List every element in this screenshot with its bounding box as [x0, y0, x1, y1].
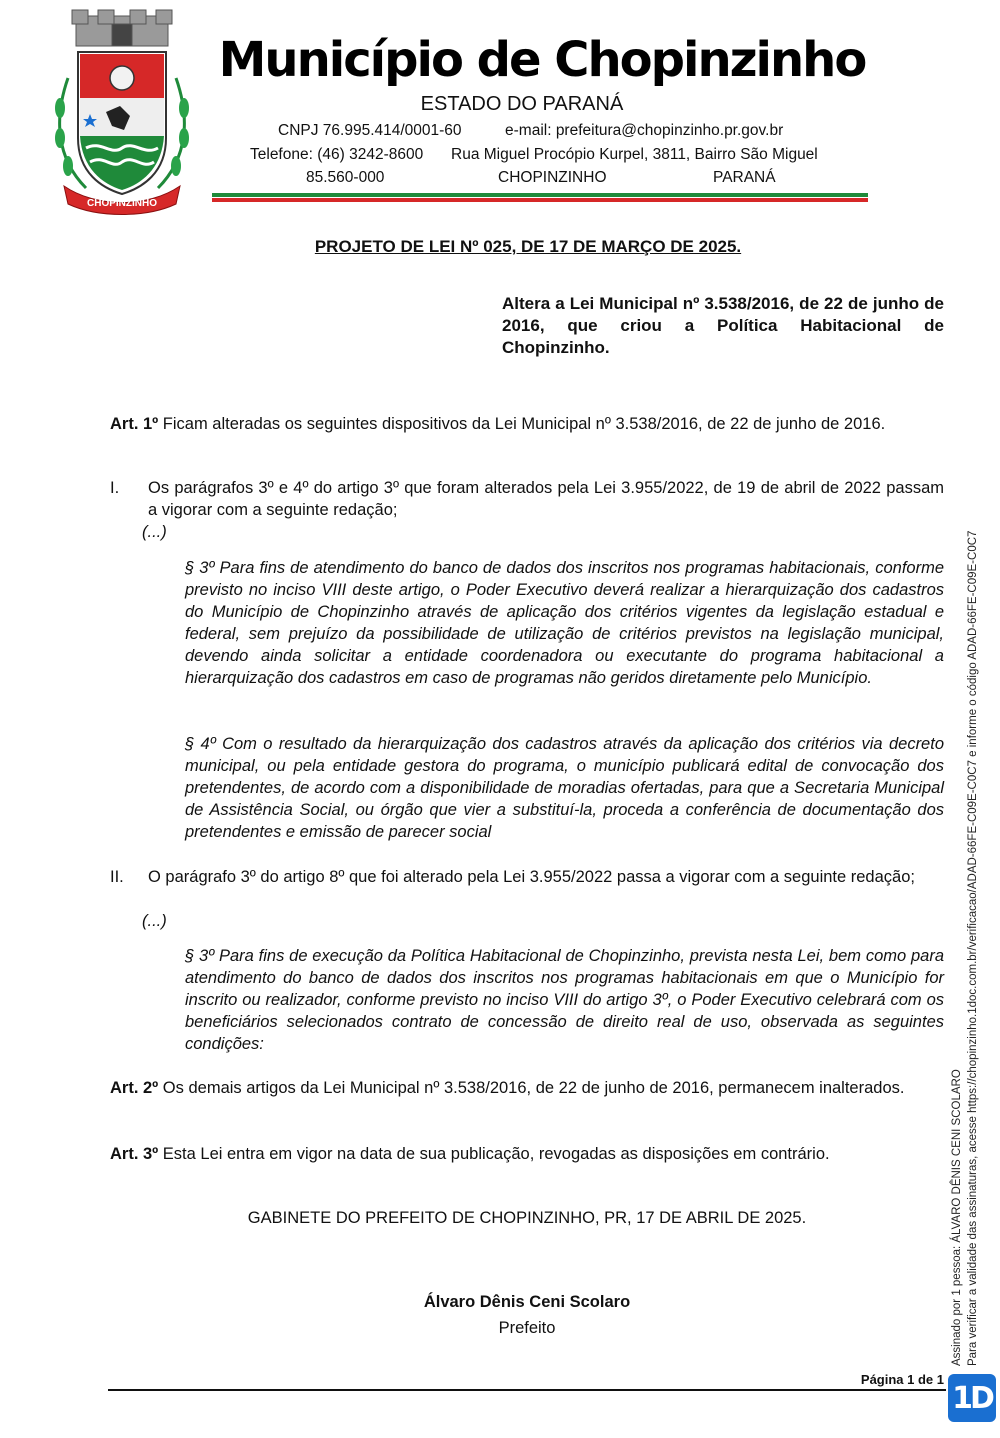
municipality-name: Município de Chopinzinho: [218, 32, 866, 88]
municipal-coat-of-arms: [46, 8, 198, 218]
signer-name: Álvaro Dênis Ceni Scolaro: [423, 1293, 631, 1311]
article-2-label: Art. 2º: [110, 1079, 159, 1097]
cnpj: CNPJ 76.995.414/0001-60: [278, 122, 462, 139]
article-1: [110, 413, 944, 435]
footer-rule: [108, 1389, 946, 1391]
article-3: [110, 1143, 944, 1165]
ementa: Altera a Lei Municipal nº 3.538/2016, de 22 de junho de 2016, que criou a Política Habitacional de Chopinzinho.: [502, 294, 944, 357]
item-2-text: O parágrafo 3º do artigo 8º que foi alterado pela Lei 3.955/2022 passa a vigorar com a seguinte redação;: [148, 868, 915, 886]
article-2-text: Os demais artigos da Lei Municipal nº 3.538/2016, de 22 de junho de 2016, permanecem inalterados.: [162, 1079, 905, 1097]
document-title: PROJETO DE LEI Nº 025, DE 17 DE MARÇO DE 2025.: [314, 237, 742, 256]
ellipsis-2: (...): [142, 912, 167, 930]
signer-role: Prefeito: [498, 1319, 556, 1337]
paragraph-3-article-8: § 3º Para fins de execução da Política Habitacional de Chopinzinho, prevista nesta Lei, bem como para atendimento do banco de dados dos inscritos nos programas habitacionais em que o Município for inscrito ou realizador, conforme previsto no inciso VIII do artigo 3º, o Poder Executivo celebrará com os beneficiários selecionados contrato de concessão de direito real de uso, observada as seguintes condições:: [185, 947, 944, 1053]
paragraph-3-article-3: § 3º Para fins de atendimento do banco de dados dos inscritos nos programas habitacionais, conforme previsto no inciso VIII deste artigo, o Poder Executivo deverá realizar a hierarquização dos cadastros do Município de Chopinzinho através de aplicação dos critérios vigentes da legislação estadual e federal, sem prejuízo da possibilidade de utilização de critérios previstos na legislação municipal, devendo ainda solicitar a entidade coordenadora ou executante do programa habitacional a hierarquização dos cadastros em caso de programas não geridos diretamente pelo Município.: [185, 559, 944, 687]
address: Rua Miguel Procópio Kurpel, 3811, Bairro São Miguel: [451, 146, 818, 163]
item-1-number: I.: [110, 479, 120, 497]
article-1-text: Ficam alteradas os seguintes dispositivos da Lei Municipal nº 3.538/2016, de 22 de junho de 2016.: [162, 415, 886, 433]
paragraph-4-article-3: § 4º Com o resultado da hierarquização dos cadastros através da aplicação dos critérios via decreto municipal, ou pela entidade gestora do programa, o município publicará edital de convocação dos pretendentes, de acordo com a disponibilidade de moradias ofertadas, para que a Secretaria Municipal de Assistência Social, ou órgão que vier a substituí-la, proceda a conferência de documentação dos pretendentes e emissão de parecer social: [185, 735, 944, 841]
cep: 85.560-000: [306, 169, 385, 186]
item-2-number: II.: [110, 868, 124, 886]
1doc-logo-badge: 1D: [948, 1374, 996, 1422]
article-3-text: Esta Lei entra em vigor na data de sua publicação, revogadas as disposições em contrário.: [162, 1145, 830, 1163]
state-name: ESTADO DO PARANÁ: [420, 93, 624, 115]
item-1-text: Os parágrafos 3º e 4º do artigo 3º que foram alterados pela Lei 3.955/2022, de 19 de abril de 2022 passam a vigorar com a seguinte redação;: [148, 479, 944, 519]
city: CHOPINZINHO: [498, 169, 607, 186]
closing-line: GABINETE DO PREFEITO DE CHOPINZINHO, PR, 17 DE ABRIL DE 2025.: [247, 1209, 807, 1227]
article-1-label: Art. 1º: [110, 415, 159, 433]
signature-notice: Assinado por 1 pessoa: ÁLVARO DÊNIS CENI SCOLARO: [951, 1069, 963, 1366]
uf: PARANÁ: [713, 169, 776, 186]
red-stripe: [212, 198, 868, 202]
article-3-label: Art. 3º: [110, 1145, 159, 1163]
crest-ribbon-text: CHOPINZINHO: [87, 198, 157, 209]
verification-link-text[interactable]: Para verificar a validade das assinaturas, acesse https://chopinzinho.1doc.com.br/verificacao/ADAD-66FE-C09E-C0C7 e informe o código ADAD-66FE-C09E-C0C7: [967, 530, 979, 1366]
phone: Telefone: (46) 3242-8600: [250, 146, 424, 163]
email: e-mail: prefeitura@chopinzinho.pr.gov.br: [505, 122, 784, 139]
green-stripe: [212, 193, 868, 197]
ellipsis-1: (...): [142, 523, 167, 541]
page-number: Página 1 de 1: [860, 1372, 944, 1387]
article-2: [110, 1077, 944, 1099]
